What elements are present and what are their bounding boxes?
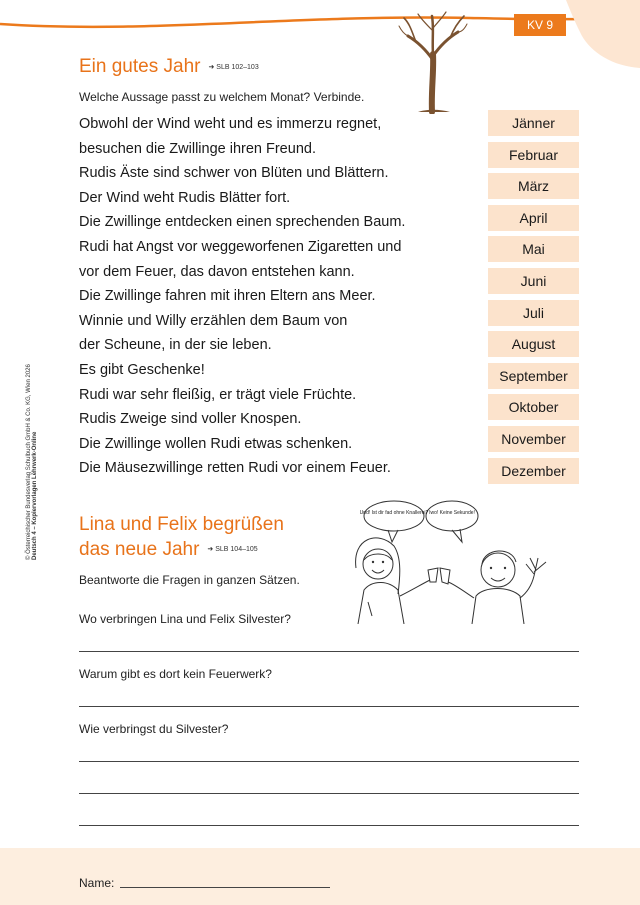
month-box-juli[interactable]: Juli	[488, 300, 579, 326]
question-1: Wo verbringen Lina und Felix Silvester?	[79, 612, 291, 626]
statement-line: Die Mäusezwillinge retten Rudi vor einem Feuer.	[79, 460, 391, 477]
copyright-sidebar	[26, 364, 38, 560]
month-box-februar[interactable]: Februar	[488, 142, 579, 168]
name-label: Name:	[79, 876, 115, 890]
instruction-match: Welche Aussage passt zu welchem Monat? Verbinde.	[79, 90, 365, 104]
bare-tree-illustration	[398, 10, 468, 114]
statement-line: Der Wind weht Rudis Blätter fort.	[79, 189, 291, 206]
month-box-oktober[interactable]: Oktober	[488, 394, 579, 420]
statement-list	[79, 112, 469, 481]
copyright-line: © Österreichischer Bundesverlag Schulbuch GmbH & Co. KG, Wien 2026	[26, 364, 32, 560]
month-box-dezember[interactable]: Dezember	[488, 458, 579, 484]
month-column	[488, 110, 579, 489]
answer-line-5[interactable]	[79, 825, 579, 826]
question-2: Warum gibt es dort kein Feuerwerk?	[79, 667, 272, 681]
textbook-reference: ➜ SLB 104–105	[207, 546, 258, 554]
statement-line: Rudis Äste sind schwer von Blüten und Blättern.	[79, 165, 389, 182]
section-title-line2: das neue Jahr	[79, 539, 200, 560]
month-box-april[interactable]: April	[488, 205, 579, 231]
month-box-maerz[interactable]: März	[488, 173, 579, 199]
statement-line: Es gibt Geschenke!	[79, 361, 205, 378]
statement-line: besuchen die Zwillinge ihren Freund.	[79, 140, 316, 157]
statement-line: Rudi hat Angst vor weggeworfenen Zigaretten und	[79, 238, 402, 255]
statement-line: Rudis Zweige sind voller Knospen.	[79, 411, 302, 428]
lina-felix-cartoon	[348, 498, 580, 624]
statement-line: Die Zwillinge wollen Rudi etwas schenken.	[79, 435, 353, 452]
name-input-line[interactable]	[120, 887, 330, 888]
statement-line: Obwohl der Wind weht und es immerzu regnet,	[79, 116, 382, 132]
textbook-reference: ➜ SLB 102–103	[208, 63, 259, 71]
answer-line-3[interactable]	[79, 761, 579, 762]
month-box-november[interactable]: November	[488, 426, 579, 452]
statement-line: vor dem Feuer, das davon entstehen kann.	[79, 263, 355, 280]
section-title-line1: Lina und Felix begrüßen	[79, 514, 284, 535]
publication-line: Deutsch 4 – Kopiervorlagen Lehrwerk-Online	[32, 431, 38, 560]
statement-line: Winnie und Willy erzählen dem Baum von	[79, 312, 348, 329]
speech-bubble-right: Iwo! Keine Sekunde!	[429, 510, 475, 516]
month-box-august[interactable]: August	[488, 331, 579, 357]
section-title-lina-felix	[79, 512, 284, 562]
question-3: Wie verbringst du Silvester?	[79, 722, 229, 736]
month-box-mai[interactable]: Mai	[488, 236, 579, 262]
section-title-text: Ein gutes Jahr	[79, 56, 201, 77]
section-title-ein-gutes-jahr	[79, 56, 259, 78]
speech-bubble-left: Und! Ist dir fad ohne Knallerei?	[359, 510, 429, 516]
statement-line: Die Zwillinge entdecken einen sprechenden Baum.	[79, 214, 406, 231]
statement-line: Rudi war sehr fleißig, er trägt viele Früchte.	[79, 386, 357, 403]
answer-line-1[interactable]	[79, 651, 579, 652]
statement-line: Die Zwillinge fahren mit ihren Eltern ans Meer.	[79, 288, 376, 305]
month-box-september[interactable]: September	[488, 363, 579, 389]
instruction-answer: Beantworte die Fragen in ganzen Sätzen.	[79, 573, 300, 587]
worksheet-badge: KV 9	[514, 14, 566, 36]
answer-line-4[interactable]	[79, 793, 579, 794]
answer-line-2[interactable]	[79, 706, 579, 707]
month-box-januar[interactable]: Jänner	[488, 110, 579, 136]
statement-line: der Scheune, in der sie leben.	[79, 337, 272, 354]
month-box-juni[interactable]: Juni	[488, 268, 579, 294]
